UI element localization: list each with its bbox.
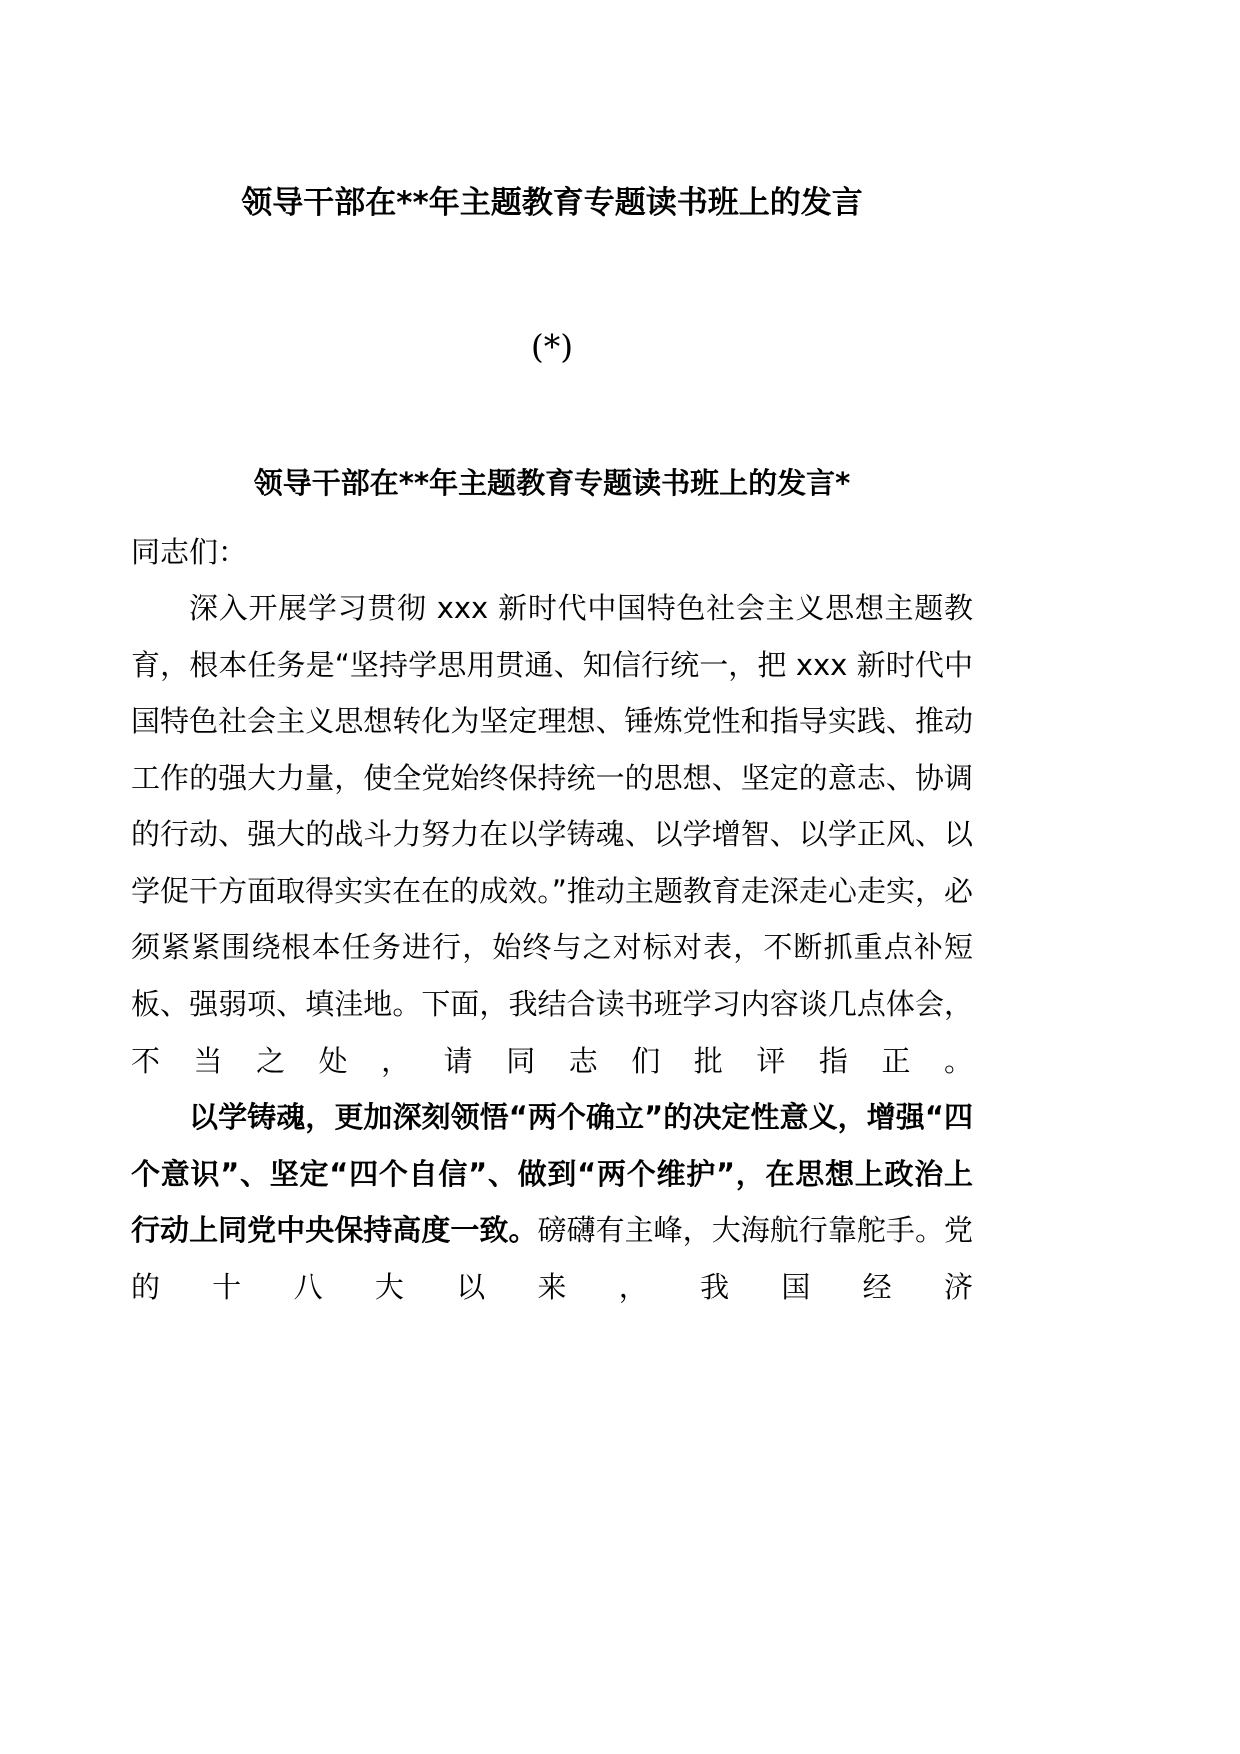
section-heading: 领导干部在**年主题教育专题读书班上的发言* bbox=[253, 466, 851, 501]
salutation: 同志们： bbox=[131, 534, 248, 569]
body-paragraph-2-bold-lead: 以学铸魂，更加深刻领悟“两个确立”的决定性意义，增强“四个意识”、坚定“四个自信”、做到“两个维护”，在思想上政治上行动上同党中央保持高度一致。 bbox=[131, 1100, 973, 1248]
body-paragraph-1: 深入开展学习贯彻 xxx 新时代中国特色社会主义思想主题教育，根本任务是“坚持学思用贯通、知信行统一，把 xxx 新时代中国特色社会主义思想转化为坚定理想、锤炼党性和指导实践、推动工作的强大力量，使全党始终保持统一的思想、坚定的意志、协调的行动、强大的战斗力努力在以学铸魂、以学增智、以学正风、以学促干方面取得实实在在的成效。”推动主题教育走深走心走实，必须紧紧围绕根本任务进行，始终与之对标对表，不断抓重点补短板、强弱项、填洼地。下面，我结合读书班学习内容谈几点体会，不当之处，请同志们批评指正。 bbox=[131, 591, 973, 1078]
star-marker: (*) bbox=[530, 326, 574, 366]
body-paragraph-2-rest: 磅礴有主峰，大海航行靠舵手。党的十八大以来，我国经济 bbox=[131, 1213, 973, 1304]
document-content bbox=[131, 0, 973, 1315]
document-title: 领导干部在**年主题教育专题读书班上的发言 bbox=[241, 185, 863, 221]
body-paragraph-2 bbox=[131, 1089, 973, 1315]
